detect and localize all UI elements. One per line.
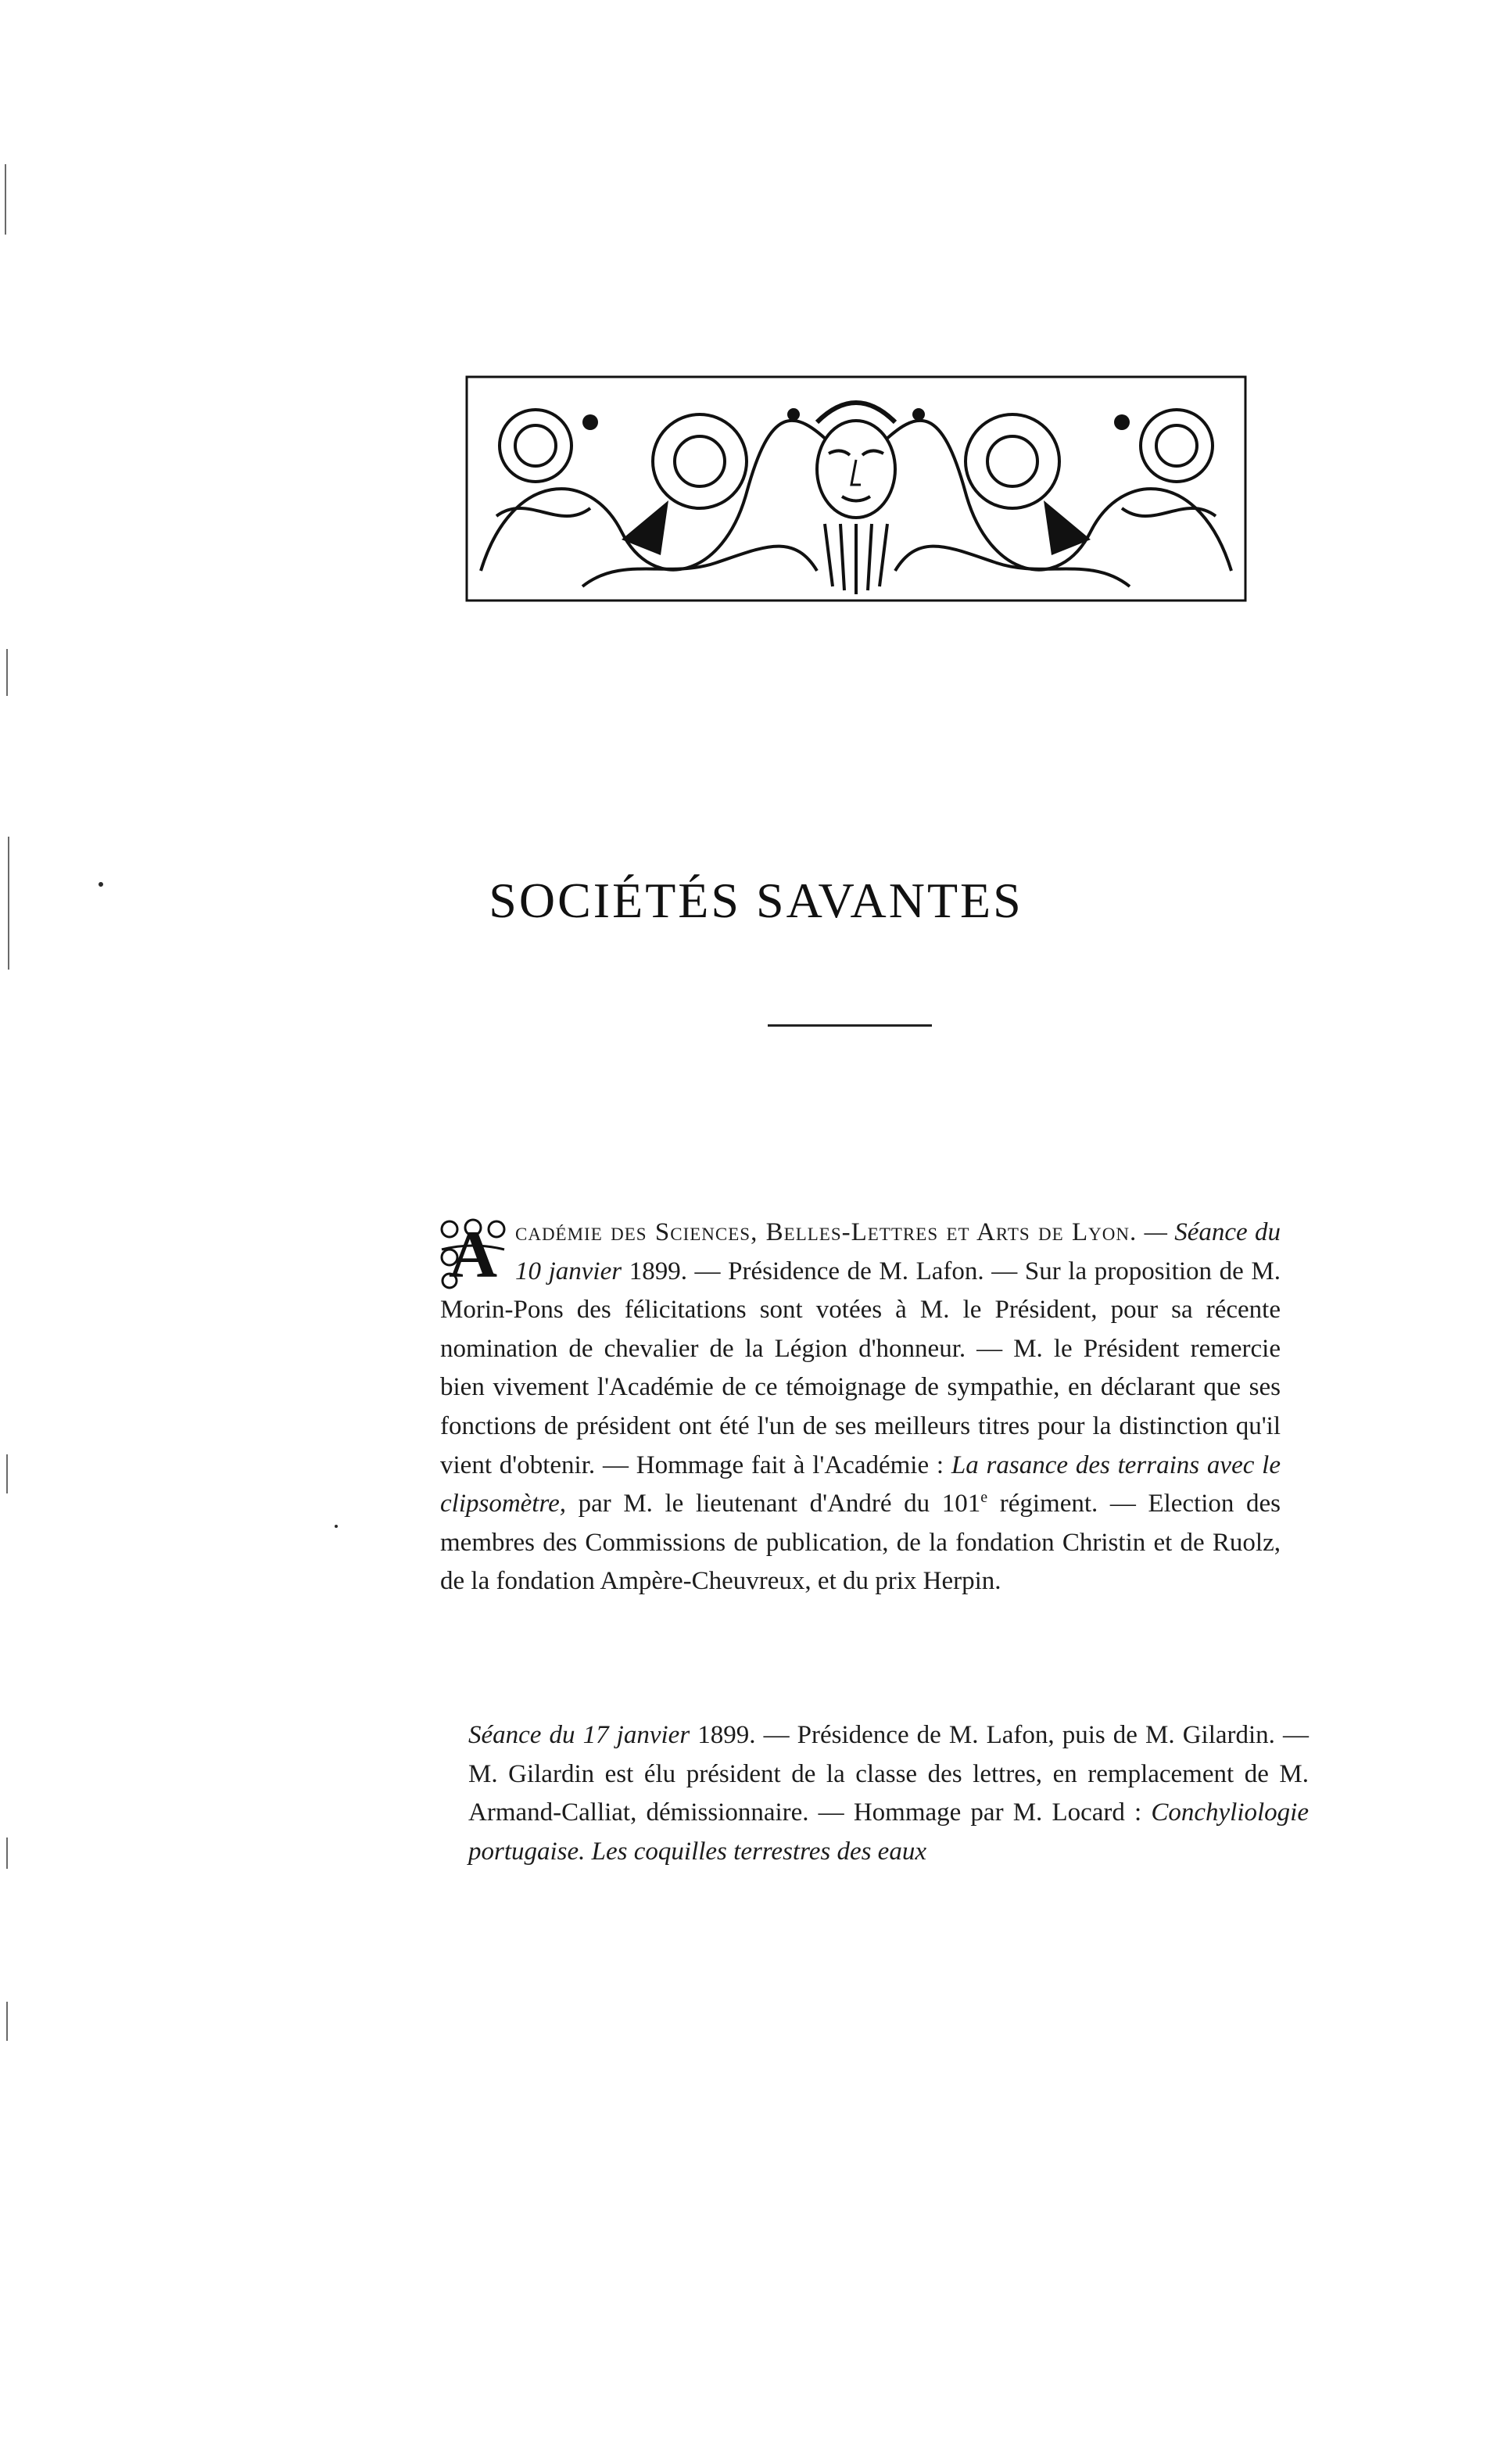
scan-speck: [335, 1525, 338, 1528]
regiment-number: 101: [941, 1490, 981, 1518]
ornamental-headpiece-icon: [465, 375, 1247, 602]
work-title: La rasance des terrains avec le clipsomètre,: [440, 1450, 1281, 1518]
scan-margin-mark: [6, 2002, 8, 2041]
ornate-dropcap: [439, 1218, 507, 1290]
title-divider: [768, 1024, 932, 1027]
ornamental-headpiece: [465, 375, 1247, 602]
section-title: SOCIÉTÉS SAVANTES: [489, 873, 1023, 928]
paragraph-academie-seance-10-janvier: [440, 1214, 1281, 1601]
academie-heading: cadémie des Sciences, Belles-Lettres et Arts de Lyon.: [515, 1218, 1138, 1246]
paragraph-rest: régiment. — Election des membres des Commissions de publication, de la fondation Christin et de Ruolz, de la fondation Ampère-Cheuvreux, et du prix Herpin.: [440, 1490, 1281, 1596]
dropcap-letter: A: [448, 1217, 498, 1292]
scan-margin-mark: [6, 1838, 8, 1869]
work-author: par M. le lieutenant d'André du: [578, 1490, 930, 1518]
scan-margin-mark: [6, 1454, 8, 1493]
seance-text: 1899. — Présidence de M. Lafon. — Sur la proposition de M. Morin-Pons des félicitations sont votées à M. le Président, pour sa récente nomination de chevalier de la Légion d'honneur. — M. le Président remercie bien vivement l'Académie de ce témoignage de sympathie, en déclarant que ses fonctions de président ont été l'un de ses meilleurs titres pour la distinction qu'il vient d'obtenir. — Hommage fait à l'Académie :: [440, 1257, 1281, 1479]
scan-margin-mark: [6, 649, 8, 696]
scan-margin-mark: [5, 164, 6, 235]
seance-date-label: — Séance du 10 janvier: [515, 1218, 1281, 1285]
paragraph-seance-17-janvier: [440, 1716, 1309, 1871]
work-title: Conchyliologie portugaise. Les coquilles terrestres des eaux: [468, 1798, 1310, 1866]
seance-text: 1899. — Présidence de M. Lafon, puis de M. Gilardin. — M. Gilardin est élu président de la classe des lettres, en remplacement de M. Armand-Calliat, démissionnaire. — Hommage par M. Locard :: [468, 1721, 1310, 1827]
seance-date-label: Séance du 17 janvier: [468, 1721, 690, 1749]
regiment-ordinal: e: [980, 1489, 988, 1507]
